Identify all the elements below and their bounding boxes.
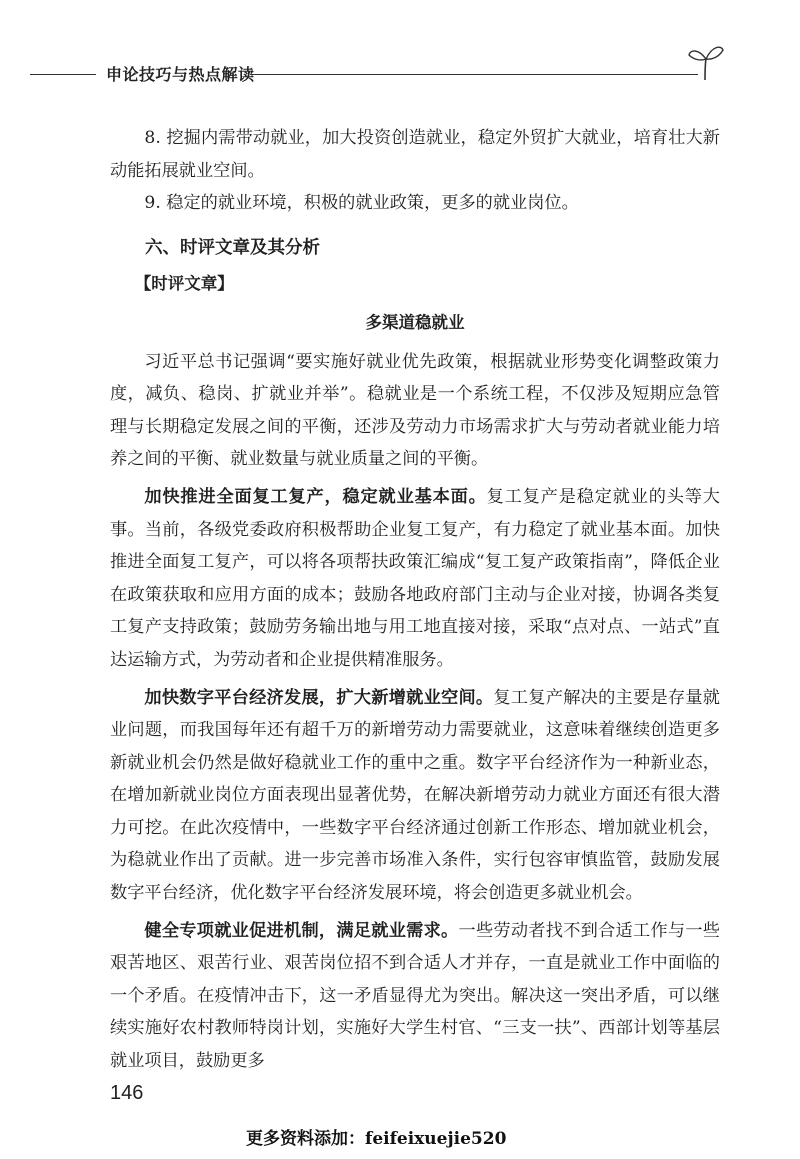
running-header xyxy=(0,58,800,92)
paragraph-2-text: 复工复产是稳定就业的头等大事。当前，各级党委政府积极帮助企业复工复产，有力稳定了就业基本面。加快推进全面复工复产，可以将各项帮扶政策汇编成“复工复产政策指南”，降低企业在政策获取和应用方面的成本；鼓励各地政府部门主动与企业对接，协调各类复工复产支持政策；鼓励劳务输出地与用工地直接对接，采取“点对点、一站式”直达运输方式，为劳动者和企业提供精准服务。 xyxy=(110,486,720,670)
paragraph-2-lead: 加快推进全面复工复产，稳定就业基本面。 xyxy=(144,486,487,507)
paragraph-4-text: 一些劳动者找不到合适工作与一些艰苦地区、艰苦行业、艰苦岗位招不到合适人才并存，一直是就业工作中面临的一个矛盾。在疫情冲击下，这一矛盾显得尤为突出。解决这一突出矛盾，可以继续实施好农村教师特岗计划，实施好大学生村官、“三支一扶”、西部计划等基层就业项目，鼓励更多 xyxy=(110,920,720,1072)
section-heading: 六、时评文章及其分析 xyxy=(145,237,320,258)
paragraph-2 xyxy=(110,481,720,677)
paragraph-4 xyxy=(110,915,720,1078)
page-number: 146 xyxy=(110,1082,144,1104)
bracket-heading: 【时评文章】 xyxy=(134,274,234,294)
paragraph-1: 习近平总书记强调“要实施好就业优先政策，根据就业形势变化调整政策力度，减负、稳岗、扩就业并举”。稳就业是一个系统工程，不仅涉及短期应急管理与长期稳定发展之间的平衡，还涉及劳动力市场需求扩大与劳动者就业能力培养之间的平衡、就业数量与就业质量之间的平衡。 xyxy=(110,351,720,470)
watermark-text: 更多资料添加：feifeixuejie520 xyxy=(246,1129,507,1149)
list-item-9: 9. 稳定的就业环境，积极的就业政策，更多的就业岗位。 xyxy=(144,193,579,214)
article-title: 多渠道稳就业 xyxy=(365,312,465,332)
header-rule-left xyxy=(30,74,96,75)
paragraph-4-lead: 健全专项就业促进机制，满足就业需求。 xyxy=(144,920,459,941)
paragraph-3-text: 复工复产解决的主要是存量就业问题，而我国每年还有超千万的新增劳动力需要就业，这意味着继续创造更多新就业机会仍然是做好稳就业工作的重中之重。数字平台经济作为一种新业态，在增加新就业岗位方面表现出显著优势，在解决新增劳动力就业方面还有很大潜力可挖。在此次疫情中，一些数字平台经济通过创新工作形态、增加就业机会，为稳就业作出了贡献。进一步完善市场准入条件，实行包容审慎监管，鼓励发展数字平台经济，优化数字平台经济发展环境，将会创造更多就业机会。 xyxy=(110,687,720,904)
list-item-8: 8. 挖掘内需带动就业，加大投资创造就业，稳定外贸扩大就业，培育壮大新动能拓展就业空间。 xyxy=(110,128,720,181)
page-content xyxy=(110,122,720,1078)
paragraph-3-lead: 加快数字平台经济发展，扩大新增就业空间。 xyxy=(144,687,494,708)
sprout-icon xyxy=(688,42,724,82)
header-title: 申论技巧与热点解读 xyxy=(106,65,255,84)
paragraph-3 xyxy=(110,682,720,910)
header-rule-right xyxy=(250,74,698,75)
